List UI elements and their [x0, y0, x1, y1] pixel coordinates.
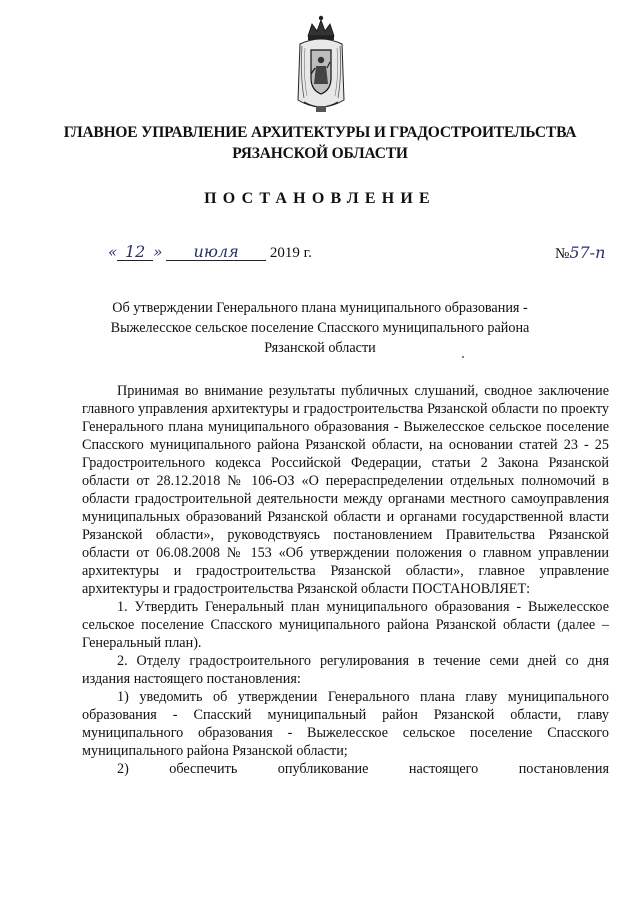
scan-speck [462, 356, 464, 358]
org-name-line1: ГЛАВНОЕ УПРАВЛЕНИЕ АРХИТЕКТУРЫ И ГРАДОСТРОИТЕЛЬСТВА [63, 124, 577, 141]
document-body [82, 382, 609, 778]
item-2-paragraph: 2. Отделу градостроительного регулирования в течение семи дней со дня издания настоящего постановления: [82, 653, 609, 687]
subject-line2: Выжелесское сельское поселение Спасского муниципального района [110, 320, 530, 336]
document-number [555, 243, 605, 263]
subject-line1: Об утверждении Генерального плана муниципального образования - [112, 300, 528, 316]
document-date [108, 243, 312, 262]
number-prefix: № [555, 246, 570, 262]
item-2-1-paragraph: 1) уведомить об утверждении Генерального плана главу муниципального образования - Спасский муниципальный район Рязанской области, главу муниципального образования - Выжелесское сельское поселение Спасского муниципального района Рязанской области; [82, 689, 609, 759]
date-close-quote: » [153, 243, 163, 261]
number-value: 57-п [569, 243, 606, 262]
item-2-2-paragraph: 2) обеспечить опубликование настоящего постановления [117, 761, 609, 777]
org-name-line2: РЯЗАНСКОЙ ОБЛАСТИ [232, 145, 408, 162]
date-open-quote: « [108, 243, 118, 261]
date-month: июля [166, 244, 266, 261]
item-1-paragraph: 1. Утвердить Генеральный план муниципального образования - Выжелесское сельское поселение Спасского муниципального района Рязанской области (далее – Генеральный план). [82, 599, 609, 651]
document-subject [80, 298, 560, 358]
intro-paragraph: Принимая во внимание результаты публичных слушаний, сводное заключение главного управления архитектуры и градостроительства Рязанской области по проекту Генерального плана муниципального образования - Выжелесское сельское поселение Спасского муниципального района Рязанской области, на основании статей 23 - 25 Градостроительного кодекса Российской Федерации, статьи 2 Закона Рязанской области от 28.12.2018 № 106-ОЗ «О перераспределении отдельных полномочий в области градостроительной деятельности между органами местного самоуправления муниципальных образований Рязанской области и органами государственной власти Рязанской области», руководствуясь постановлением Правительства Рязанской области от 06.08.2008 № 153 «Об утверждении положения о главном управлении архитектуры и градостроительства Рязанской области», главное управление архитектуры и градостроительства Рязанской области ПОСТАНОВЛЯЕТ: [82, 383, 609, 597]
subject-line3: Рязанской области [264, 340, 376, 356]
coat-of-arms-icon [294, 14, 348, 118]
date-year: 2019 г. [269, 245, 312, 261]
document-type-title: ПОСТАНОВЛЕНИЕ [204, 190, 436, 207]
date-day: 12 [117, 244, 153, 261]
